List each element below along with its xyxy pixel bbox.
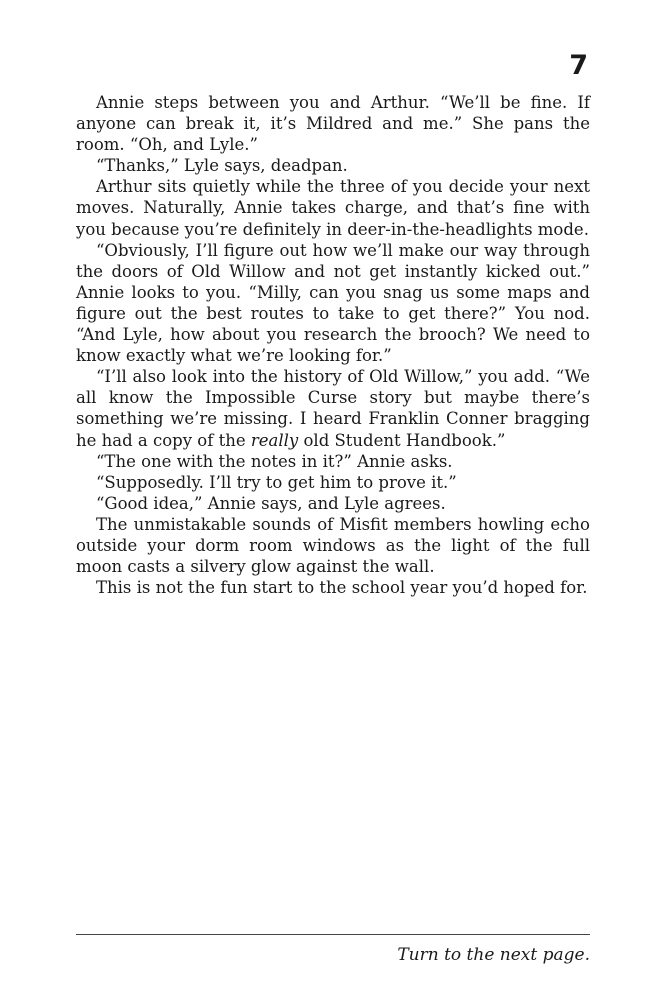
paragraph: “Good idea,” Annie says, and Lyle agrees. [96, 493, 446, 513]
paragraph [76, 366, 590, 450]
body-text [76, 92, 590, 598]
paragraph-text: old Student Handbook.” [298, 430, 506, 450]
paragraph: “Thanks,” Lyle says, deadpan. [96, 156, 348, 176]
page-number: 7 [569, 50, 588, 81]
paragraph: This is not the fun start to the school year you’d hoped for. [96, 578, 588, 598]
paragraph: Annie steps between you and Arthur. “We’ll be fine. If anyone can break it, it’s Mildred and me.” She pans the room. “Oh, and Lyle.” [76, 93, 590, 155]
footer-note: Turn to the next page. [397, 945, 590, 965]
paragraph: “The one with the notes in it?” Annie asks. [96, 451, 453, 471]
emphasized-word: really [250, 430, 299, 450]
paragraph: The unmistakable sounds of Misfit members howling echo outside your dorm room windows as the light of the full moon casts a silvery glow against the wall. [76, 514, 590, 577]
paragraph: Arthur sits quietly while the three of you decide your next moves. Naturally, Annie takes charge, and that’s fine with you because you’re definitely in deer-in-the-headlights mode. [76, 177, 590, 239]
paragraph: “Supposedly. I’ll try to get him to prove it.” [96, 472, 457, 492]
paragraph-text: “I’ll also look into the history of Old Willow,” you add. “We all know the Impossible Curse story but maybe there’s something we’re missing. I heard Franklin Conner bragging he had a copy of the [76, 367, 590, 450]
paragraph: “Obviously, I’ll figure out how we’ll make our way through the doors of Old Willow and not get instantly kicked out.” Annie looks to you. “Milly, can you snag us some maps and figure out the best routes to take to get there?” You nod. “And Lyle, how about you research the brooch? We need to know exactly what we’re looking for.” [76, 240, 590, 366]
footer-divider [76, 934, 590, 935]
